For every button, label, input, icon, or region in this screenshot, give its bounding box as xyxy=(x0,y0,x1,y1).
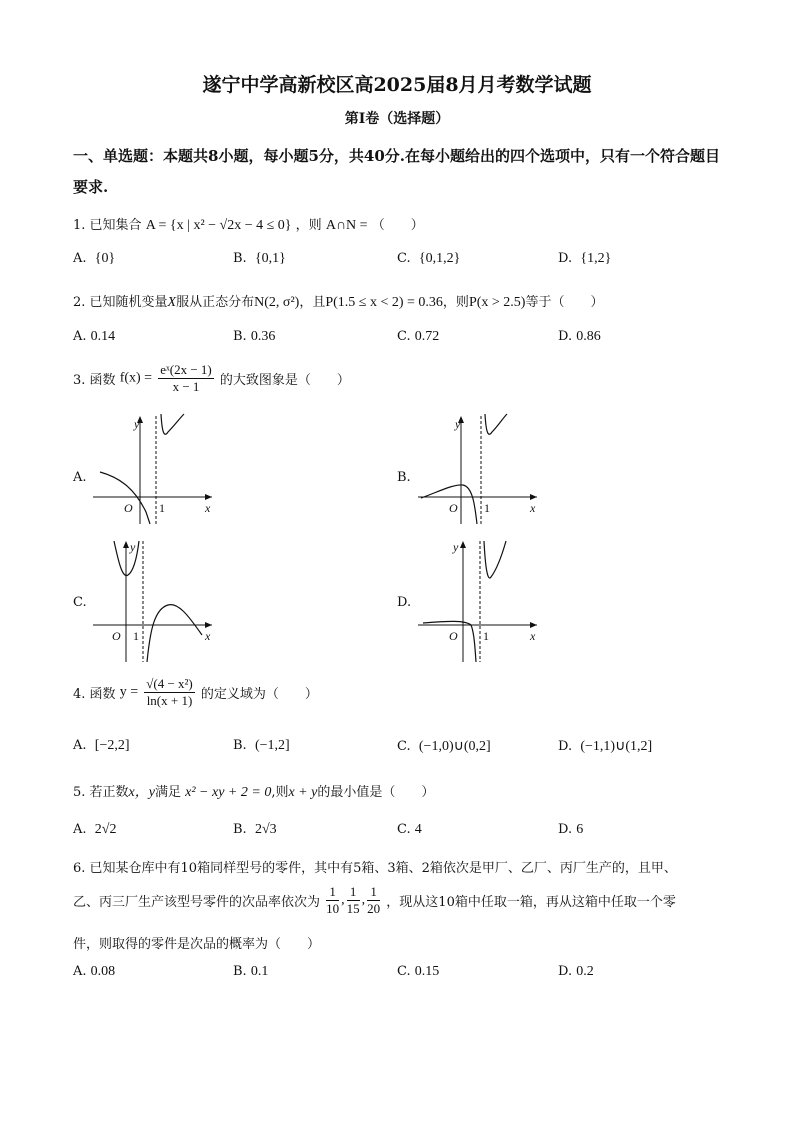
question-6-line-1: 6. 已知某仓库中有10箱同样型号的零件，其中有5箱、3箱、2箱依次是甲厂、乙厂、丙厂生产的，且甲、 xyxy=(73,861,677,876)
curve-right xyxy=(161,414,184,434)
q1-suffix: ，则 xyxy=(295,218,322,233)
q1-option-d[interactable]: D. {1,2} xyxy=(558,251,612,266)
svg-text:x: x xyxy=(530,629,536,643)
question-2: 2. 已知随机变量X服从正态分布N(2, σ²)，且P(1.5 ≤ x < 2) = 0.36，则P(x > 2.5)等于（ ） xyxy=(73,295,604,310)
question-3: 3. 函数 f(x) = $\frac{\text{eˣ(2x − 1)}}{x - 1}$ 的大致图象是（ ） xyxy=(73,362,350,394)
q2-option-b[interactable]: B. 0.36 xyxy=(233,329,276,344)
q2-prob1: P(1.5 ≤ x < 2) = 0.36 xyxy=(325,295,443,310)
exam-subtitle: 第Ⅰ卷（选择题） xyxy=(344,111,450,127)
q5-option-d[interactable]: D. 6 xyxy=(558,822,584,837)
svg-text:1: 1 xyxy=(133,629,139,643)
q4-option-d[interactable]: D. (−1,1)∪(1,2] xyxy=(558,739,653,754)
svg-text:x: x xyxy=(205,629,211,643)
q3-option-d[interactable]: D. xyxy=(397,595,412,610)
q5-option-a[interactable]: A. 2√2 xyxy=(73,822,117,837)
q3-graph-c[interactable] xyxy=(88,537,218,665)
question-6-line-2: 乙、丙三厂生产该型号零件的次品率依次为 $\frac{1}{10}$ , $\frac{1}{15}$ , $\frac{1}{20}$ ，现从这10箱中任取一箱，再从这箱中任取一个零 xyxy=(73,884,676,916)
q6-option-a[interactable]: A. 0.08 xyxy=(73,964,116,979)
svg-text:1: 1 xyxy=(159,501,165,515)
svg-text:O: O xyxy=(112,629,121,643)
svg-text:O: O xyxy=(449,501,458,515)
q2-option-a[interactable]: A. 0.14 xyxy=(73,329,116,344)
q3-option-b[interactable]: B. xyxy=(397,470,411,485)
section-heading: 一、单选题：本题共8小题，每小题5分，共40分.在每小题给出的四个选项中，只有一个符合题目要求. xyxy=(73,147,720,196)
question-1 xyxy=(73,214,424,234)
q1-option-a[interactable]: A. {0} xyxy=(73,251,116,266)
q2-option-d[interactable]: D. 0.86 xyxy=(558,329,601,344)
q5-equation: x² − xy + 2 = 0 xyxy=(185,785,272,800)
svg-text:x: x xyxy=(530,501,536,515)
q5-option-b[interactable]: B. 2√3 xyxy=(233,822,277,837)
svg-text:O: O xyxy=(449,629,458,643)
q2-prob2: P(x > 2.5) xyxy=(468,295,526,310)
q3-graph-b[interactable] xyxy=(413,412,543,527)
q3-graph-d[interactable] xyxy=(413,537,543,665)
q6-option-d[interactable]: D. 0.2 xyxy=(558,964,594,979)
q1-option-c[interactable]: C. {0,1,2} xyxy=(397,251,461,266)
q6-option-c[interactable]: C. 0.15 xyxy=(397,964,440,979)
question-4: 4. 函数 y = $\frac{\text{√(4 − x²)}}{\ln(x + 1)}$ 的定义域为（ ） xyxy=(73,676,318,708)
svg-text:y: y xyxy=(455,417,461,431)
q4-option-c[interactable]: C. (−1,0)∪(0,2] xyxy=(397,739,491,754)
q5-expression: x + y xyxy=(288,785,318,800)
exam-title: 遂宁中学高新校区高2025届8月月考数学试题 xyxy=(202,74,592,96)
q1-set-definition: A = {x | x² − √2x − 4 ≤ 0} xyxy=(145,218,292,233)
svg-text:O: O xyxy=(124,501,133,515)
q5-option-c[interactable]: C. 4 xyxy=(397,822,422,837)
q4-fraction: $\frac{\text{√(4 − x²)}}{\ln(x + 1)}$ xyxy=(146,676,193,708)
svg-text:1: 1 xyxy=(484,501,490,515)
q4-option-b[interactable]: B. (−1,2] xyxy=(233,738,290,753)
q3-option-a[interactable]: A. xyxy=(73,470,87,485)
q3-fraction: $\frac{\text{eˣ(2x − 1)}}{x - 1}$ xyxy=(160,362,212,394)
q4-option-a[interactable]: A. [−2,2] xyxy=(73,738,130,753)
q3-option-c[interactable]: C. xyxy=(73,595,87,610)
q1-blank: （ ） xyxy=(371,218,424,233)
svg-text:1: 1 xyxy=(483,629,489,643)
svg-text:y: y xyxy=(453,540,459,554)
q3-graph-a[interactable] xyxy=(88,412,218,527)
svg-text:y: y xyxy=(134,417,140,431)
q1-option-b[interactable]: B. {0,1} xyxy=(233,251,286,266)
curve-left xyxy=(100,472,150,524)
q5-variables: x，y xyxy=(128,785,155,800)
question-5: 5. 若正数x，y满足 x² − xy + 2 = 0,则x + y的最小值是（ ） xyxy=(73,785,435,800)
q4-function: y = xyxy=(119,684,139,700)
q1-expression: A∩N = xyxy=(325,218,368,233)
q3-function: f(x) = xyxy=(119,370,153,386)
q2-variable: X xyxy=(167,295,177,310)
svg-text:x: x xyxy=(205,501,211,515)
q1-prefix: 1. 已知集合 xyxy=(73,218,142,233)
q2-distribution: N(2, σ²) xyxy=(254,295,300,310)
question-6-line-3: 件，则取得的零件是次品的概率为（ ） xyxy=(73,937,321,952)
q2-option-c[interactable]: C. 0.72 xyxy=(397,329,440,344)
q6-option-b[interactable]: B. 0.1 xyxy=(233,964,269,979)
svg-text:y: y xyxy=(130,540,136,554)
